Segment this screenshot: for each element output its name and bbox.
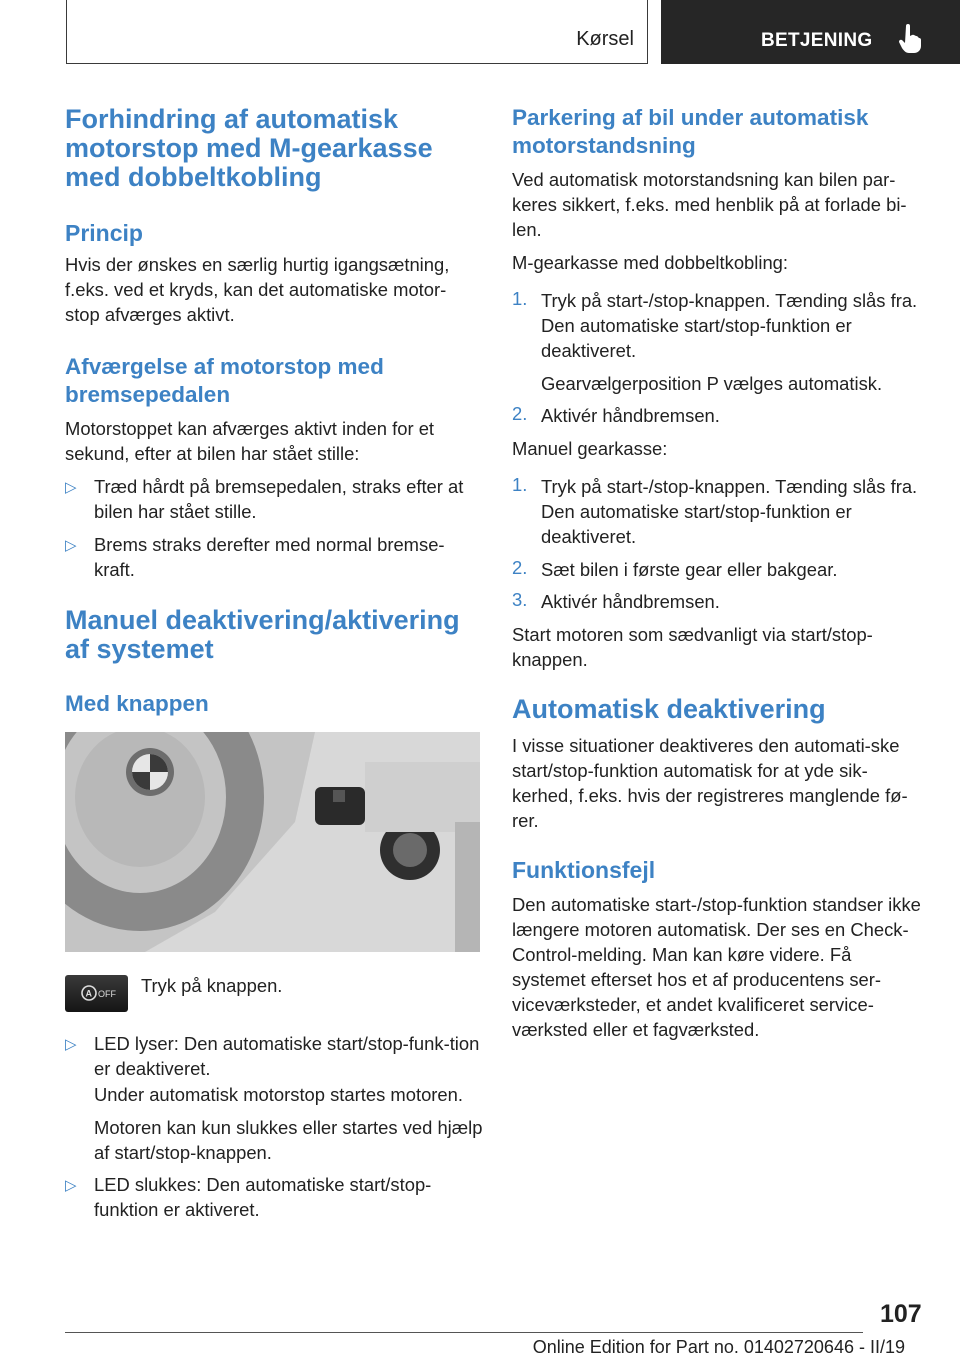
step-text: Aktivér håndbremsen.: [541, 591, 720, 612]
step-number: 1.: [512, 474, 528, 495]
icon-off-label: OFF: [98, 989, 116, 999]
start-stop-off-button-icon: [65, 975, 128, 1012]
parking-text: Ved automatisk motorstandsning kan bilen par-keres sikkert, f.eks. med henblik på at forlade bi-len.: [512, 169, 907, 240]
pointing-hand-icon: [898, 24, 922, 54]
section-label: BETJENING: [761, 30, 873, 51]
step-text: Sæt bilen i første gear eller bakgear.: [541, 559, 838, 580]
auto-text: I visse situationer deaktiveres den automati-ske start/stop-funktion automatisk for at yde sik-kerhed, f.eks. hvis der registreres manglende fø-rer.: [512, 735, 908, 831]
svg-text:A: A: [85, 988, 92, 999]
chapter-tab[interactable]: [66, 0, 648, 64]
bullet-triangle-icon: ▷: [65, 537, 77, 554]
press-text: Tryk på knappen.: [141, 975, 283, 996]
parking-heading: Parkering af bil under automatisk motorstandsning: [512, 105, 869, 158]
list-item: LED lyser: Den automatiske start/stop-funk-tion er deaktiveret.: [94, 1033, 480, 1079]
step-text: Tryk på start-/stop-knappen. Tænding slås fra. Den automatiske start/stop-funktion er deaktiveret.: [541, 290, 918, 361]
step-text: Tryk på start-/stop-knappen. Tænding slås fra. Den automatiske start/stop-funktion er deaktiveret.: [541, 476, 918, 547]
step-text: Aktivér håndbremsen.: [541, 405, 720, 426]
bullet-triangle-icon: ▷: [65, 1036, 77, 1053]
bullet-triangle-icon: ▷: [65, 1177, 77, 1194]
list-item: Træd hårdt på bremsepedalen, straks efter at bilen har stået stille.: [94, 476, 464, 522]
step-number: 3.: [512, 589, 528, 610]
fault-heading: Funktionsfejl: [512, 857, 656, 883]
step-number: 2.: [512, 403, 528, 424]
step-note: Gearvælgerposition P vælges automatisk.: [541, 373, 883, 394]
chapter-label: Kørsel: [576, 28, 634, 50]
fault-text: Den automatiske start-/stop-funktion standser ikke længere motoren automatisk. Der ses en Check-Control-melding. Man kan køre videre. Få systemet efterset hos et af producentens ser-viceværksteder, et andet kvalificeret service-værksted eller et fagværksted.: [512, 894, 921, 1040]
manual-label: Manuel gearkasse:: [512, 438, 668, 459]
list-item: LED slukkes: Den automatiske start/stop-funktion er aktiveret.: [94, 1174, 432, 1220]
step-number: 1.: [512, 288, 528, 309]
restart-text: Start motoren som sædvanligt via start/stop-knappen.: [512, 624, 873, 670]
dct-label: M-gearkasse med dobbeltkobling:: [512, 252, 789, 273]
main-heading: Forhindring af automatisk motorstop med M-gearkasse med dobbeltkobling: [65, 104, 433, 192]
manual-heading: Manuel deaktivering/aktivering af systemet: [65, 605, 460, 664]
list-item-note: Motoren kan kun slukkes eller startes ved hjælp af start/stop-knappen.: [94, 1117, 483, 1163]
brake-text: Motorstoppet kan afværges aktivt inden for et sekund, efter at bilen har stået stille:: [65, 418, 435, 464]
bullet-triangle-icon: ▷: [65, 479, 77, 496]
page-number: 107: [880, 1300, 922, 1328]
principle-text: Hvis der ønskes en særlig hurtig igangsætning, f.eks. ved et kryds, kan det automatiske motor-stop afværges aktivt.: [65, 254, 450, 325]
brake-heading: Afværgelse af motorstop med bremsepedalen: [65, 354, 384, 407]
button-heading: Med knappen: [65, 691, 209, 716]
principle-heading: Princip: [65, 220, 143, 246]
section-tab[interactable]: [661, 0, 960, 64]
auto-heading: Automatisk deaktivering: [512, 694, 826, 724]
list-item-note: Under automatisk motorstop startes motoren.: [94, 1084, 463, 1105]
footer-divider: [65, 1332, 863, 1333]
list-item: Brems straks derefter med normal bremse-kraft.: [94, 534, 445, 580]
edition-footer: Online Edition for Part no. 01402720646 - II/19: [532, 1337, 905, 1357]
step-number: 2.: [512, 557, 528, 578]
steering-wheel-photo: [65, 732, 480, 952]
